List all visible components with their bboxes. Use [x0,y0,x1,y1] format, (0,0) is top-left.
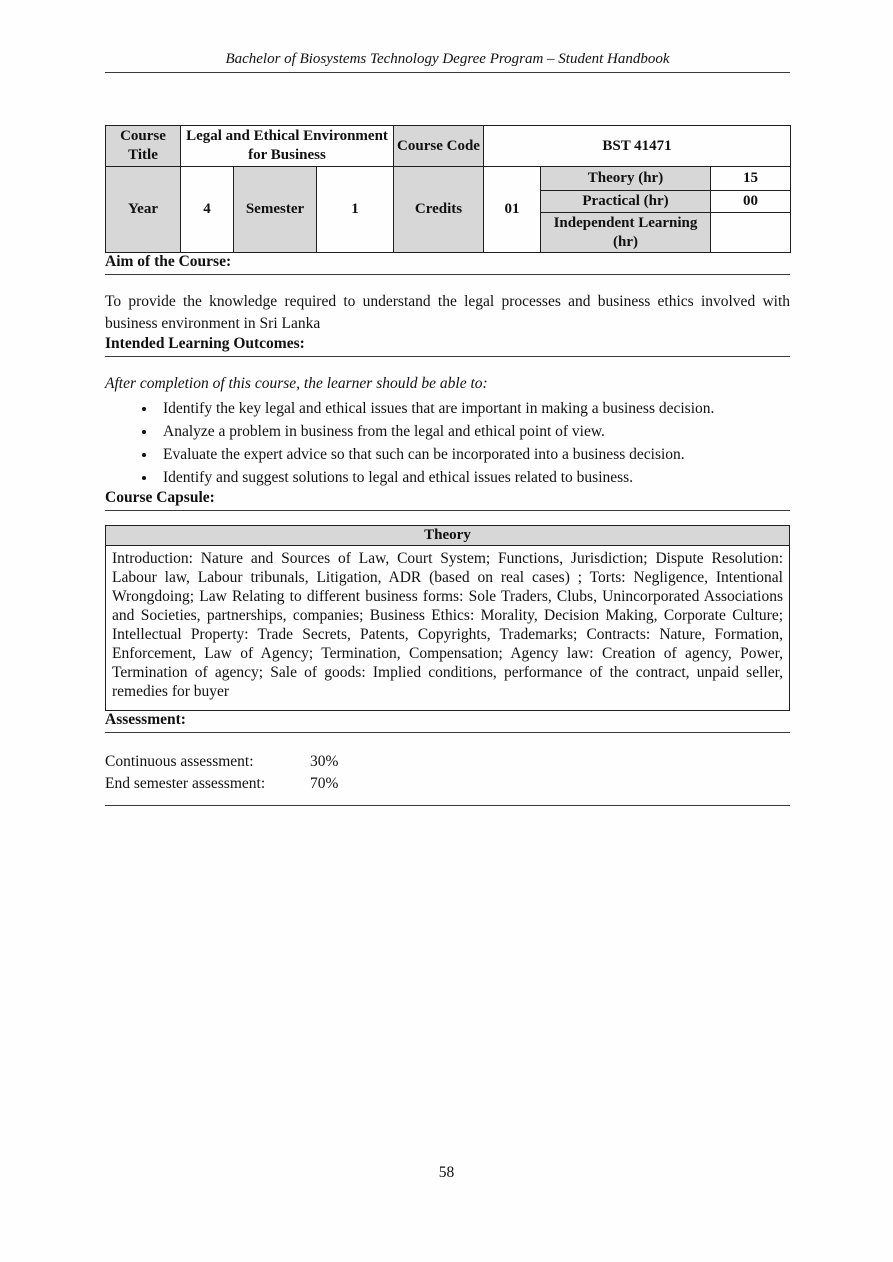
table-row [106,167,791,191]
section-end-rule [105,805,790,806]
aim-heading: Aim of the Course: [105,253,790,275]
capsule-table-header-cell: Theory [106,526,790,546]
course-code-label-cell: Course Code [394,126,484,167]
theory-hr-value-cell: 15 [711,167,791,191]
assessment-value: 70% [310,775,339,793]
year-label-cell: Year [106,167,181,253]
table-row [106,126,791,167]
independent-learning-value-cell [711,212,791,253]
ilo-bullet: • Identify and suggest solutions to legal and ethical issues related to business. [157,466,790,489]
course-code-value-cell: BST 41471 [484,126,791,167]
year-value-cell: 4 [181,167,234,253]
aim-text: To provide the knowledge required to understand the legal processes and business ethics involved with business environment in Sri Lanka [105,293,790,333]
theory-hr-label-cell: Theory (hr) [541,167,711,191]
assessment-label: End semester assessment: [105,775,266,793]
ilo-intro: After completion of this course, the learner should be able to: [105,375,488,393]
table-row [106,546,790,711]
running-header [105,50,790,73]
practical-hr-value-cell: 00 [711,191,791,213]
assessment-row [105,773,790,795]
credits-label-cell: Credits [394,167,484,253]
ilo-bullet: • Analyze a problem in business from the legal and ethical point of view. [157,420,790,443]
capsule-body-cell: Introduction: Nature and Sources of Law, Court System; Functions, Jurisdiction; Dispute Resolution: Labour law, Labour tribunals, Litigation, ADR (based on real cases) ; Torts: Negligence, Intentional Wrongdoing; Law Relating to different business forms: Sole Traders, Clubs, Unincorporated Associations and Societies, partnerships, companies; Business Ethics: Morality, Decision Making, Corporate Culture; Intellectual Property: Trade Secrets, Patents, Copyrights, Trademarks; Contracts: Nature, Formation, Enforcement, Law of Agency; Termination, Compensation; Agency law: Creation of agency, Power, Termination of agency; Sale of goods: Implied conditions, performance of the contract, unpaid seller, remedies for buyer [106,546,790,711]
course-info-table [105,125,791,253]
course-title-label-cell: Course Title [106,126,181,167]
running-header-text: Bachelor of Biosystems Technology Degree Program – Student Handbook [225,51,670,67]
ilo-heading: Intended Learning Outcomes: [105,335,790,357]
semester-value-cell: 1 [317,167,394,253]
ilo-bullet: • Evaluate the expert advice so that such can be incorporated into a business decision. [157,443,790,466]
assessment-heading: Assessment: [105,711,790,733]
independent-learning-label-cell: Independent Learning (hr) [541,212,711,253]
semester-label-cell: Semester [234,167,317,253]
assessment-label: Continuous assessment: [105,753,254,771]
table-row [106,526,790,546]
ilo-bullet-list [105,397,790,489]
capsule-heading: Course Capsule: [105,489,790,511]
assessment-row [105,751,790,773]
page-number: 58 [438,1164,455,1181]
assessment-rows [105,751,790,795]
credits-value-cell: 01 [484,167,541,253]
course-title-value-cell: Legal and Ethical Environment for Business [181,126,394,167]
assessment-value: 30% [310,753,339,771]
ilo-bullet: • Identify the key legal and ethical issues that are important in making a business decision. [157,397,790,420]
course-capsule-table [105,525,790,711]
practical-hr-label-cell: Practical (hr) [541,191,711,213]
